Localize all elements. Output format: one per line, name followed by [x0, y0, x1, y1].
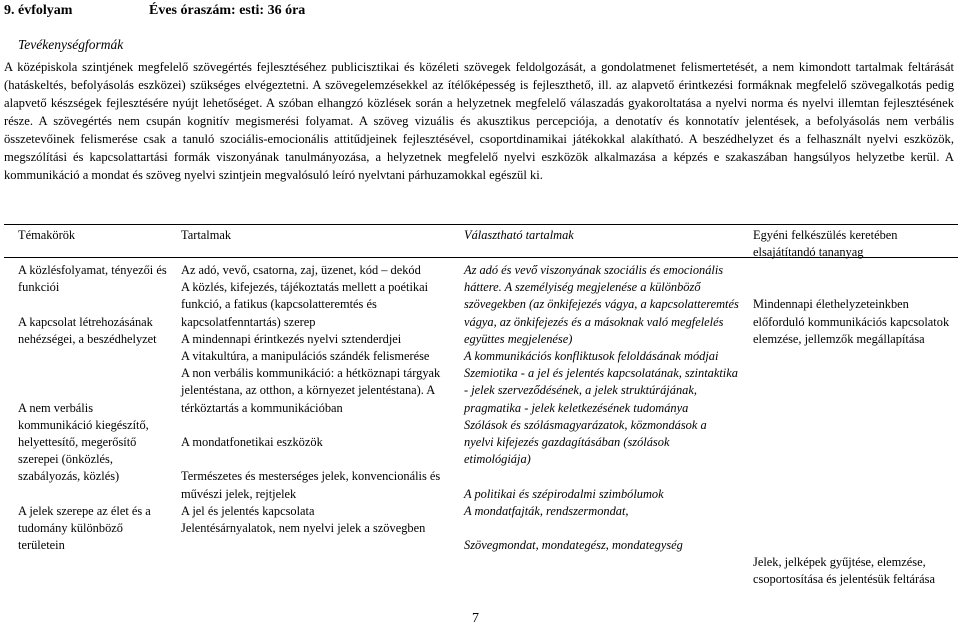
- optional-item: Szemiotika - a jel és jelentés kapcsolatának, szintaktika - jelek szerveződésének, a jelek struktúrájának, pragmatika - jelek keletkezésének tudománya: [464, 366, 738, 415]
- page-number: 7: [472, 611, 479, 626]
- optional-item: Az adó és vevő viszonyának szociális és emocionális háttere. A személyiség megjelenése a különböző szövegekben (az önkifejezés vágya, a kapcsolatteremtés vágya, az önkifejezés és a másoknak való megfelelés együttes megjelenése): [464, 263, 739, 346]
- content-item: A mondatfonetikai eszközök: [181, 435, 323, 450]
- individual-item: Mindennapi élethelyzeteinkben előforduló kommunikációs kapcsolatok elemzése, jellemzők megállapítása: [753, 297, 950, 346]
- topic-item: A nem verbális kommunikáció kiegészítő, helyettesítő, megerősítő szerepei (önközlés, szabályozás, közlés): [18, 400, 149, 484]
- content-item: Az adó, vevő, csatorna, zaj, üzenet, kód – dekód: [181, 263, 421, 277]
- content-column: [181, 262, 449, 537]
- header-content: Tartalmak: [181, 228, 232, 242]
- optional-item: A kommunikációs konfliktusok feloldásának módjai: [464, 349, 719, 364]
- content-item: Természetes és mesterséges jelek, konvencionális és művészi jelek, rejtjelek: [181, 469, 441, 501]
- optional-item: Szólások és szólásmagyarázatok, közmondások a nyelvi kifejezés gazdagításában (szólások etimológiája): [464, 417, 707, 467]
- topic-item: A közlésfolyamat, tényezői és funkciói: [18, 263, 167, 295]
- grade-heading: 9. évfolyam: [4, 3, 73, 18]
- optional-item: Szövegmondat, mondategész, mondategység: [464, 538, 683, 553]
- header-topics: Témakörök: [18, 228, 76, 242]
- content-item: A non verbális kommunikáció: a hétköznapi tárgyak jelentéstana, az otthon, a környezet jelentéstana). A térköztartás a kommunikációban: [181, 366, 441, 415]
- optional-column: [464, 262, 739, 554]
- content-item: A mindennapi érintkezés nyelvi sztenderdjei: [181, 331, 402, 346]
- individual-column: [753, 262, 958, 588]
- header-optional: Választható tartalmak: [464, 228, 574, 242]
- section-title: Tevékenységformák: [18, 37, 124, 52]
- content-item: Jelentésárnyalatok, nem nyelvi jelek a szövegben: [181, 521, 426, 536]
- header-individual: Egyéni felkészülés keretében elsajátítandó tananyag: [753, 228, 898, 260]
- content-item: A közlés, kifejezés, tájékoztatás mellett a poétikai funkció, a fatikus (kapcsolatteremtés és kapcsolatfenntartás) szerep: [181, 280, 429, 329]
- hours-heading: Éves óraszám: esti: 36 óra: [149, 3, 306, 18]
- table-header-row: [4, 224, 958, 258]
- topics-column: [18, 262, 168, 554]
- optional-item: A mondatfajták, rendszermondat,: [464, 503, 629, 518]
- optional-item: A politikai és szépirodalmi szimbólumok: [464, 486, 664, 501]
- content-item: A jel és jelentés kapcsolata: [181, 503, 315, 518]
- topic-item: A jelek szerepe az élet és a tudomány különböző területein: [18, 503, 151, 553]
- intro-paragraph: A középiskola szintjének megfelelő szövegértés fejlesztéséhez publicisztikai és közéleti szövegek feldolgozását, a gondolatmenet felismertetését, a nem kimondott tartalmak feltárását (hatáskeltés, befolyásolás eszközei) szükséges elvégeztetni. A szövegelemzésekkel az ítélőképesség is fejleszthető, ill. az alapvető érintkezési formáknak megfelelő szövegalkotás pedig alapvető készségek fejlesztésére nyújt lehetőséget. A szóban elhangzó közlések során a helyzetnek megfelelő válaszadás gyakoroltatása a nyelvi norma és nyelvi illemtan fejlesztésének része. A szövegértés nem csupán kognitív megismerési folyamat. A szöveg vizuális és akusztikus percepciója, a denotatív és konnotatív jelentések, a befolyásolás nem verbális összetevőinek felismerése csak a tanuló szociális-emocionális attitűdjeinek fejlesztésével, csoportdinamikai játékokkal alakítható. A beszédhelyzet és a felhasznált nyelvi eszközök, megszólítási és kapcsolattartási formák viszonyának tanulmányozása, a helyzetnek megfelelő nyelvi eszközök alkalmazása a képzés e szakaszában hangsúlyos helyzetbe kerül. A kommunikáció a mondat és szöveg nyelvi szintjein megvalósuló leíró nyelvtani párhuzamokkal egészül ki.: [4, 60, 954, 182]
- topic-item: A kapcsolat létrehozásának nehézségei, a beszédhelyzet: [18, 314, 157, 346]
- content-item: A vitakultúra, a manipulációs szándék felismerése: [181, 349, 430, 364]
- individual-item: Jelek, jelképek gyűjtése, elemzése, csoportosítása és jelentésük feltárása: [753, 554, 936, 587]
